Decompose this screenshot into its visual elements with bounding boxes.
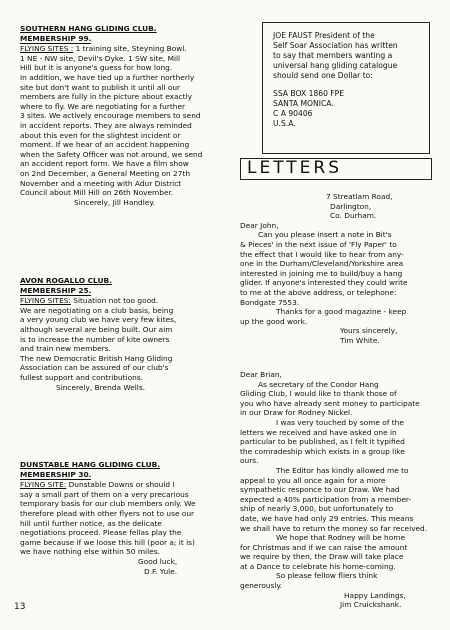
body-line: say a small part of them on a very precarious	[20, 489, 189, 499]
letter-address-line: 7 Streatlam Road,	[326, 192, 393, 201]
body-line: Gliding Club, I would like to thank those of	[240, 389, 397, 399]
body-line: expected a 40% participation from a member-	[240, 494, 412, 504]
body-line: Thanks for a good magazine - keep	[276, 307, 407, 317]
body-line: up the good work.	[240, 316, 308, 326]
body-line: Council about Mill Hill on 26th November.	[20, 188, 174, 198]
dunstable-signoff-2: D.F. Yule.	[144, 566, 178, 576]
letter-signature: Jim Cruickshank.	[340, 600, 402, 610]
body-line: and train new members.	[20, 344, 111, 354]
body-line: the comradeship which exists in a group like	[240, 446, 405, 456]
page-number: 13	[14, 602, 26, 612]
body-line: is to increase the number of kite owners	[20, 334, 170, 344]
address-line: SANTA MONICA.	[273, 99, 334, 108]
dunstable-club-title: DUNSTABLE HANG GLIDING CLUB.	[20, 460, 161, 469]
body-line: about this even for the slightest incident or	[20, 130, 181, 140]
dunstable-club-section	[20, 460, 228, 576]
body-line: we require by then, the Draw will take place	[240, 552, 404, 562]
body-line: Bondgate 7553.	[240, 297, 300, 307]
body-line: negotiations proceed. Please fellas play the	[20, 528, 182, 538]
letter-closing: Happy Landings,	[344, 590, 406, 600]
dunstable-membership: MEMBERSHIP 30.	[20, 469, 92, 479]
address-line: C A 90406	[273, 109, 313, 118]
body-line: a very young club we have very few kites,	[20, 315, 177, 325]
body-line: We hope that Rodney will be home	[276, 533, 405, 543]
avon-sites-label: FLYING SITES:	[20, 296, 71, 306]
avon-club-section	[20, 276, 228, 392]
letter-address-line: Darlington,	[330, 201, 372, 211]
body-line: ship of nearly 3,000, but unfortunately to	[240, 504, 394, 514]
letter-signature: Tim White.	[340, 335, 380, 345]
southern-club-section	[20, 24, 228, 207]
avon-signoff: Sincerely, Brenda Wells.	[56, 382, 146, 392]
letter-salutation: Dear Brian,	[240, 370, 282, 379]
body-line: appeal to you all once again for a more	[240, 475, 386, 485]
body-line: & Pieces' in the next issue of 'Fly Paper' to	[240, 239, 397, 249]
letter-salutation: Dear John,	[240, 220, 279, 230]
body-line: game because if we loose this hill (poor a; it is)	[20, 537, 195, 547]
body-line: at a Dance to celebrate his home-coming.	[240, 561, 396, 571]
letters-heading: LETTERS	[240, 158, 432, 180]
avon-sites-line: FLYING SITES: Situation not too good.	[20, 296, 159, 306]
body-line: 3 sites. We actively encourage members to send	[20, 111, 201, 121]
body-line: generously.	[240, 581, 283, 591]
body-line: date, we have had only 29 entries. This means	[240, 513, 414, 523]
letter-address-line: Co. Durham.	[330, 211, 377, 221]
body-line: on 2nd December, a General Meeting on 27th	[20, 168, 191, 178]
body-line: an accident report form. We have a film show	[20, 159, 189, 169]
body-line: when the Safety Officer was not around, we send	[20, 149, 203, 159]
body-line: glider. If anyone's interested they could write	[240, 278, 408, 288]
body-line: letters we received and have asked one in	[240, 427, 397, 437]
letter-jim-cruickshank	[240, 370, 440, 610]
body-line: Association can be assured of our club's	[20, 363, 169, 373]
address-line: SSA BOX 1860 FPE	[273, 89, 345, 98]
body-line: hill until further notice, as the delicate	[20, 518, 162, 528]
body-line: So please fellow fliers think	[276, 571, 378, 581]
body-line: in our Draw for Rodney Nickel.	[240, 408, 353, 418]
notice-line: should send one Dollar to:	[273, 71, 373, 80]
letter-closing: Yours sincerely,	[340, 326, 398, 336]
body-line: members are fully in the picture about exactly	[20, 92, 192, 102]
southern-sites-label: FLYING SITES :	[20, 44, 74, 54]
body-line: where to fly. We are negotiating for a further	[20, 101, 186, 111]
southern-sites-line: FLYING SITES : 1 training site, Steyning Bowl.	[20, 44, 187, 54]
notice-line: universal hang gliding catalogue	[273, 61, 398, 70]
body-line: We are negotiating on a club basis, being	[20, 305, 174, 315]
body-line: sympathetic responce to our Draw. We had	[240, 485, 400, 495]
notice-line: JOE FAUST President of the	[273, 31, 375, 40]
body-line: in accident reports. They are always reminded	[20, 120, 192, 130]
body-line: Can you please insert a note in Bit's	[258, 230, 392, 240]
body-line: November and a meeting with Adur District	[20, 178, 182, 188]
dunstable-sites-line: FLYING SITE: Dunstable Downs or should I	[20, 480, 175, 490]
body-line: interested in joining me to build/buy a hang	[240, 268, 403, 278]
avon-club-title: AVON ROGALLO CLUB.	[20, 276, 112, 285]
body-line: I was very touched by some of the	[276, 417, 404, 427]
body-line: to me at the above address, or telephone:	[240, 287, 397, 297]
dunstable-signoff-1: Good luck,	[138, 556, 178, 566]
body-line: moment. If we hear of an accident happening	[20, 140, 190, 150]
body-line: therefore plead with other flyers not to use our	[20, 508, 195, 518]
body-line: we have nothing else within 50 miles.	[20, 547, 160, 557]
body-line: the effect that I would like to hear from any-	[240, 249, 404, 259]
notice-line: to say that members wanting a	[273, 51, 393, 60]
body-line: you who have already sent money to participate	[240, 398, 420, 408]
body-line: temporary basis for our club members only. We	[20, 499, 196, 509]
avon-membership: MEMBERSHIP 25.	[20, 285, 92, 295]
faust-notice-box	[262, 22, 430, 154]
letter-tim-white	[240, 192, 440, 346]
body-line: one in the Durham/Cleveland/Yorkshire area	[240, 259, 404, 269]
southern-membership: MEMBERSHIP 99.	[20, 33, 92, 43]
body-line: In addition, we have tied up a further northerly	[20, 72, 195, 82]
southern-club-title: SOUTHERN HANG GLIDING CLUB.	[20, 24, 157, 33]
address-line: U.S.A.	[273, 119, 296, 128]
body-line: for Christmas and if we can raise the amount	[240, 542, 408, 552]
body-line: particular to be published, as I felt it typified	[240, 437, 405, 447]
body-line: 1 NE - NW site, Devil's Dyke. 1 SW site, Mill	[20, 53, 181, 63]
southern-signoff: Sincerely, Jill Handley.	[74, 197, 156, 207]
body-line: ours.	[240, 456, 259, 466]
body-line: site but don't want to publish it until all our	[20, 82, 181, 92]
body-line: As secretary of the Condor Hang	[258, 379, 379, 389]
dunstable-sites-label: FLYING SITE:	[20, 480, 67, 490]
body-line: The Editor has kindly allowed me to	[276, 465, 409, 475]
body-line: fullest support and contributions.	[20, 372, 144, 382]
body-line: we shall have to return the money so far received.	[240, 523, 428, 533]
body-line: Hill but it is anyone's guess for how long.	[20, 63, 173, 73]
notice-line: Self Soar Association has written	[273, 41, 398, 50]
body-line: although several are being built. Our aim	[20, 324, 173, 334]
body-line: The new Democratic British Hang Gliding	[20, 353, 173, 363]
